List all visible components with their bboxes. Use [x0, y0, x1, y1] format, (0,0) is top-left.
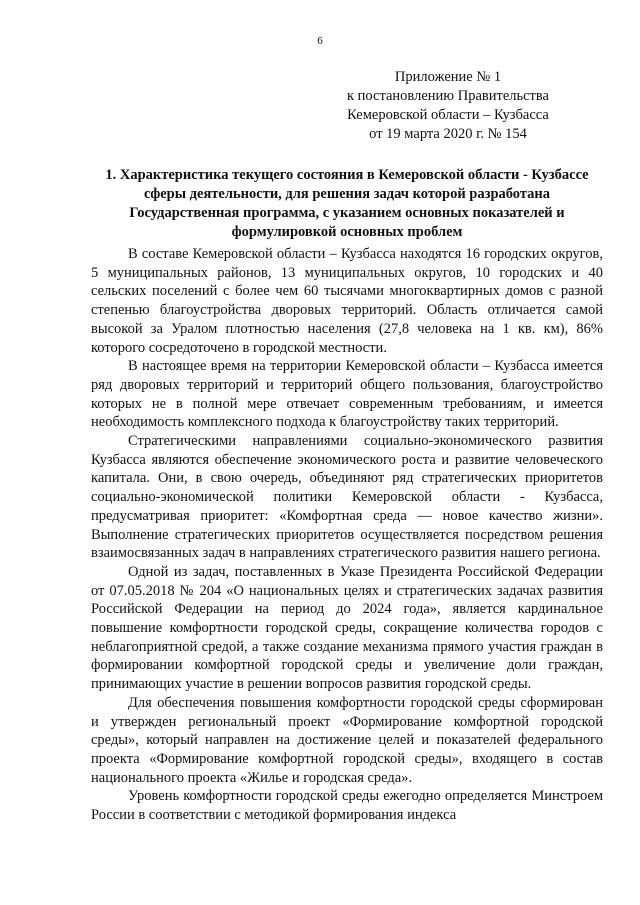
section-heading: 1. Характеристика текущего состояния в Кемеровской области - Кузбассе сферы деятельности, для решения задач которой разработана Государственная программа, с указанием основных показателей и формулировкой основных проблем [105, 167, 589, 240]
appendix-block [338, 68, 558, 144]
page-number: 6 [317, 35, 323, 47]
paragraph: Для обеспечения повышения комфортности городской среды сформирован и утвержден региональный проект «Формирование комфортной городской среды», который направлен на достижение целей и показателей федерального проекта «Формирование комфортной городской среды», входящего в состав национального проекта «Жилье и городская среда». [91, 694, 603, 786]
appendix-line: к постановлению Правительства [347, 88, 549, 104]
document-body [91, 245, 603, 825]
paragraph: Уровень комфортности городской среды ежегодно определяется Минстроем России в соответствии с методикой формирования индекса [91, 788, 603, 824]
paragraph: Стратегическими направлениями социально-экономического развития Кузбасса являются обеспечение экономического роста и развитие человеческого капитала. Они, в свою очередь, объединяют ряд стратегических приоритетов социально-экономической политики Кемеровской области - Кузбасса, предусматривая приоритет: «Комфортная среда — новое качество жизни». Выполнение стратегических приоритетов осуществляется посредством решения взаимосвязанных задач в направлениях стратегического развития нашего региона. [91, 433, 603, 562]
appendix-line: от 19 марта 2020 г. № 154 [369, 126, 527, 142]
paragraph: В составе Кемеровской области – Кузбасса находятся 16 городских округов, 5 муниципальных районов, 13 муниципальных округов, 10 городских и 40 сельских поселений с более чем 60 тысячами многоквартирных домов с разной степенью благоустройства дворовых территорий. Область отличается самой высокой за Уралом плотностью населения (27,8 человека на 1 кв. км), 86% которого сосредоточено в городской местности. [91, 246, 603, 356]
paragraph: В настоящее время на территории Кемеровской области – Кузбасса имеется ряд дворовых территорий и территорий общего пользования, благоустройство которых не в полной мере отвечает современным требованиям, и имеется необходимость комплексного подхода к благоустройству таких территорий. [91, 358, 603, 431]
appendix-line: Приложение № 1 [394, 69, 502, 85]
appendix-line: Кемеровской области – Кузбасса [347, 107, 549, 123]
paragraph: Одной из задач, поставленных в Указе Президента Российской Федерации от 07.05.2018 № 204 «О национальных целях и стратегических задачах развития Российской Федерации на период до 2024 года», является кардинальное повышение комфортности городской среды, сокращение количества городов с неблагоприятной средой, а также создание механизма прямого участия граждан в формировании комфортной городской среды и увеличение доли граждан, принимающих участие в решении вопросов развития городской среды. [91, 563, 603, 693]
